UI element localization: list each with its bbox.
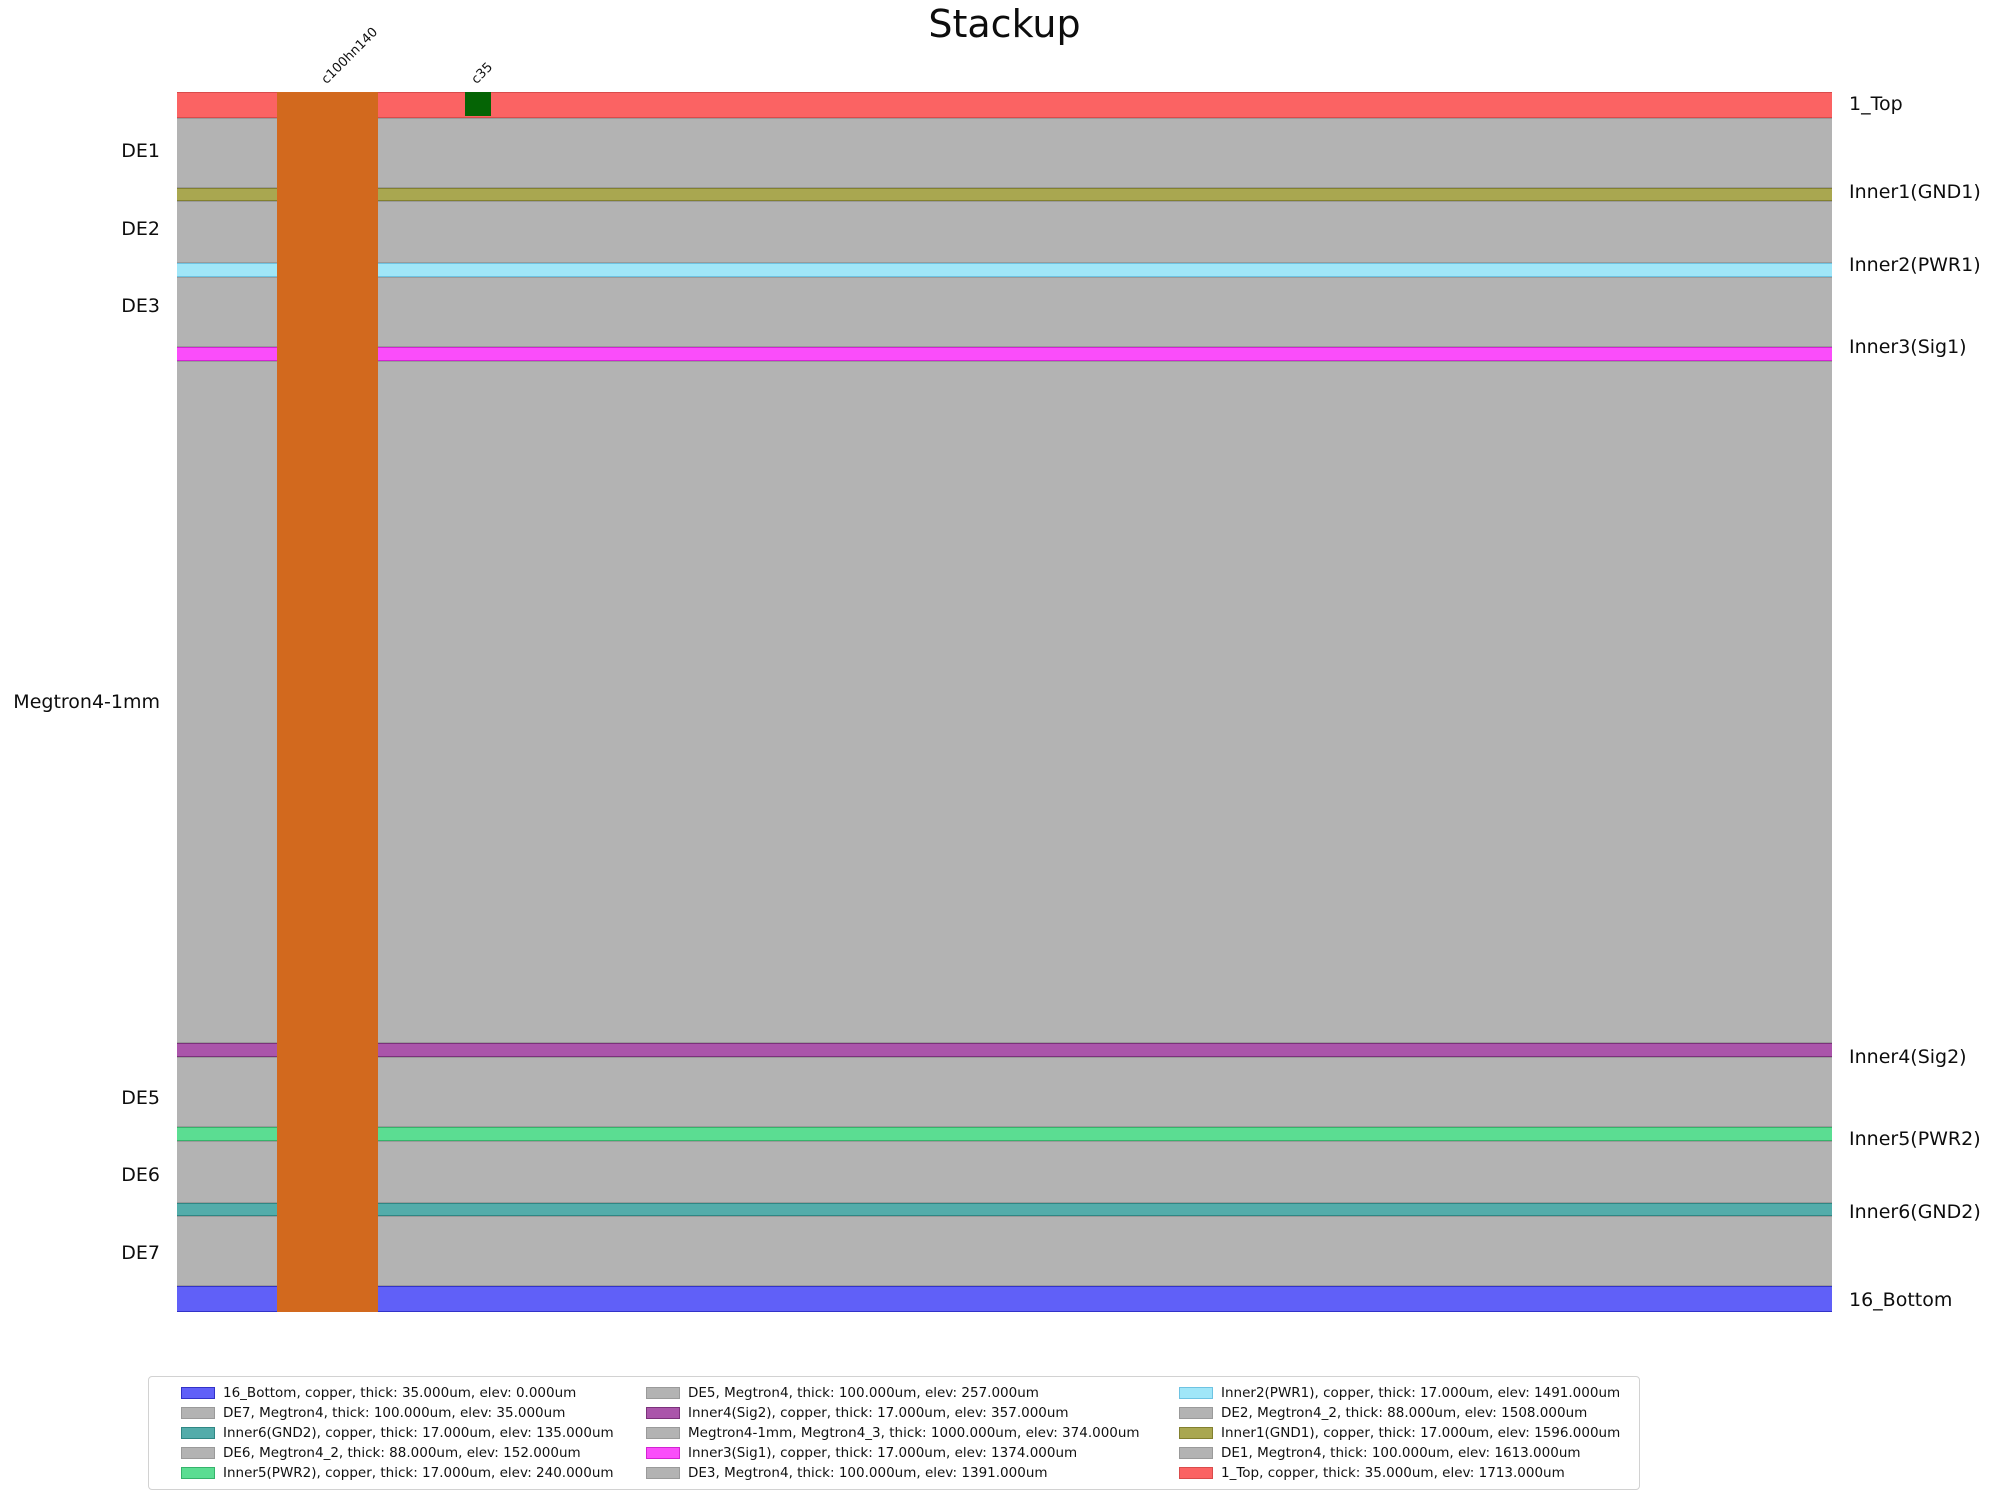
right-label-16-bottom: 16_Bottom xyxy=(1849,1288,1953,1311)
left-label-de2: DE2 xyxy=(121,217,160,240)
layer-inner1-gnd1 xyxy=(177,188,1832,202)
legend-swatch-de1 xyxy=(1179,1447,1213,1459)
legend-item-inner3-sig1 xyxy=(646,1445,1179,1461)
legend-item-inner4-sig2 xyxy=(646,1405,1179,1421)
legend-swatch-inner6-gnd2 xyxy=(181,1427,215,1439)
legend-swatch-de7 xyxy=(181,1407,215,1419)
legend-item-de6 xyxy=(181,1445,646,1461)
via-c100hn140 xyxy=(277,92,378,1312)
legend xyxy=(148,1376,1640,1490)
legend-label-16-bottom: 16_Bottom, copper, thick: 35.000um, elev: 0.000um xyxy=(223,1385,577,1401)
legend-swatch-inner4-sig2 xyxy=(646,1407,680,1419)
legend-label-inner5-pwr2: Inner5(PWR2), copper, thick: 17.000um, elev: 240.000um xyxy=(223,1465,614,1481)
legend-label-inner2-pwr1: Inner2(PWR1), copper, thick: 17.000um, elev: 1491.000um xyxy=(1221,1385,1621,1401)
legend-label-inner1-gnd1: Inner1(GND1), copper, thick: 17.000um, elev: 1596.000um xyxy=(1221,1425,1621,1441)
via-label-c35: c35 xyxy=(468,59,497,88)
right-label-inner1-gnd1: Inner1(GND1) xyxy=(1849,181,1981,204)
legend-swatch-1-top xyxy=(1179,1467,1213,1479)
legend-label-inner6-gnd2: Inner6(GND2), copper, thick: 17.000um, elev: 135.000um xyxy=(223,1425,614,1441)
legend-swatch-inner3-sig1 xyxy=(646,1447,680,1459)
layer-de1 xyxy=(177,118,1832,188)
legend-swatch-de6 xyxy=(181,1447,215,1459)
legend-item-de2 xyxy=(1179,1405,1629,1421)
left-label-de7: DE7 xyxy=(121,1241,160,1264)
legend-swatch-de2 xyxy=(1179,1407,1213,1419)
right-label-inner5-pwr2: Inner5(PWR2) xyxy=(1849,1127,1981,1150)
layer-de7 xyxy=(177,1216,1832,1286)
layer-de2 xyxy=(177,201,1832,263)
left-label-megtron4-1mm: Megtron4-1mm xyxy=(13,691,160,713)
layer-de3 xyxy=(177,277,1832,347)
legend-label-de7: DE7, Megtron4, thick: 100.000um, elev: 35.000um xyxy=(223,1405,566,1421)
layer-inner3-sig1 xyxy=(177,347,1832,361)
legend-swatch-inner5-pwr2 xyxy=(181,1467,215,1479)
via-c35 xyxy=(465,92,491,116)
legend-label-de1: DE1, Megtron4, thick: 100.000um, elev: 1613.000um xyxy=(1221,1445,1581,1461)
chart-title: Stackup xyxy=(928,2,1081,46)
legend-item-inner1-gnd1 xyxy=(1179,1425,1629,1441)
legend-label-de3: DE3, Megtron4, thick: 100.000um, elev: 1391.000um xyxy=(688,1465,1048,1481)
right-label-1-top: 1_Top xyxy=(1849,93,1903,116)
legend-label-de2: DE2, Megtron4_2, thick: 88.000um, elev: 1508.000um xyxy=(1221,1405,1588,1421)
legend-item-1-top xyxy=(1179,1465,1629,1481)
layer-16-bottom xyxy=(177,1286,1832,1312)
layer-inner5-pwr2 xyxy=(177,1127,1832,1141)
legend-label-inner4-sig2: Inner4(Sig2), copper, thick: 17.000um, elev: 357.000um xyxy=(688,1405,1069,1421)
legend-item-megtron4-1mm xyxy=(646,1425,1179,1441)
layer-de5 xyxy=(177,1057,1832,1127)
legend-swatch-16-bottom xyxy=(181,1387,215,1399)
legend-item-de7 xyxy=(181,1405,646,1421)
layer-de6 xyxy=(177,1141,1832,1203)
legend-item-de5 xyxy=(646,1385,1179,1401)
layer-inner2-pwr1 xyxy=(177,263,1832,277)
layer-inner6-gnd2 xyxy=(177,1203,1832,1217)
right-label-inner3-sig1: Inner3(Sig1) xyxy=(1849,336,1967,359)
legend-item-inner5-pwr2 xyxy=(181,1465,646,1481)
left-label-de1: DE1 xyxy=(121,140,160,163)
legend-item-16-bottom xyxy=(181,1385,646,1401)
legend-item-de1 xyxy=(1179,1445,1629,1461)
legend-swatch-inner2-pwr1 xyxy=(1179,1387,1213,1399)
left-label-de6: DE6 xyxy=(121,1164,160,1187)
via-label-c100hn140: c100hn140 xyxy=(318,24,381,88)
legend-item-de3 xyxy=(646,1465,1179,1481)
layer-1-top xyxy=(177,92,1832,118)
legend-label-inner3-sig1: Inner3(Sig1), copper, thick: 17.000um, elev: 1374.000um xyxy=(688,1445,1078,1461)
legend-label-de6: DE6, Megtron4_2, thick: 88.000um, elev: 152.000um xyxy=(223,1445,581,1461)
legend-label-de5: DE5, Megtron4, thick: 100.000um, elev: 257.000um xyxy=(688,1385,1039,1401)
legend-swatch-inner1-gnd1 xyxy=(1179,1427,1213,1439)
legend-label-1-top: 1_Top, copper, thick: 35.000um, elev: 1713.000um xyxy=(1221,1465,1565,1481)
layer-megtron4-1mm xyxy=(177,361,1832,1044)
plot-area xyxy=(177,92,1832,1312)
legend-item-inner2-pwr1 xyxy=(1179,1385,1629,1401)
right-label-inner6-gnd2: Inner6(GND2) xyxy=(1849,1200,1981,1223)
right-label-inner2-pwr1: Inner2(PWR1) xyxy=(1849,254,1981,277)
layer-inner4-sig2 xyxy=(177,1043,1832,1057)
legend-swatch-megtron4-1mm xyxy=(646,1427,680,1439)
legend-label-megtron4-1mm: Megtron4-1mm, Megtron4_3, thick: 1000.000um, elev: 374.000um xyxy=(688,1425,1140,1441)
right-label-inner4-sig2: Inner4(Sig2) xyxy=(1849,1045,1967,1068)
legend-swatch-de3 xyxy=(646,1467,680,1479)
legend-swatch-de5 xyxy=(646,1387,680,1399)
legend-item-inner6-gnd2 xyxy=(181,1425,646,1441)
left-label-de5: DE5 xyxy=(121,1086,160,1109)
left-label-de3: DE3 xyxy=(121,295,160,318)
